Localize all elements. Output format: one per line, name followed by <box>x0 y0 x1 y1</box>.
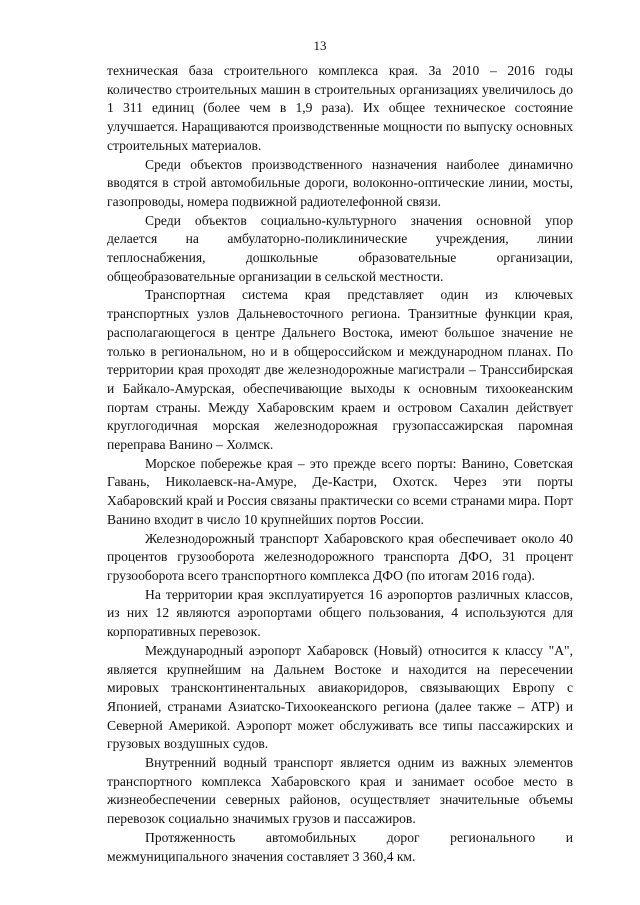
paragraph-khabarovsk-airport: Международный аэропорт Хабаровск (Новый) относится к классу "А", является крупнейшим на Дальнем Востоке и находится на пересечении мировых трансконтинентальных авиакоридоров, связывающих Европу с Японией, странами Азиатско-Тихоокеанского региона (далее также – АТР) и Северной Америкой. Аэропорт может обслуживать все типы пассажирских и грузовых воздушных судов. <box>107 642 573 752</box>
paragraph-railway-transport: Железнодорожный транспорт Хабаровского края обеспечивает около 40 процентов грузооборота железнодорожного транспорта ДФО, 31 процент грузооборота всего транспортного комплекса ДФО (по итогам 2016 года). <box>107 530 573 583</box>
paragraph-airports: На территории края эксплуатируется 16 аэропортов различных классов, из них 12 являются аэропортами общего пользования, 4 используются для корпоративных перевозок. <box>107 586 573 640</box>
document-body <box>107 62 573 866</box>
paragraph-construction-machinery: техническая база строительного комплекса края. За 2010 – 2016 годы количество строительных машин в строительных организациях увеличилось до 1 311 единиц (более чем в 1,9 раза). Их общее техническое состояние улучшается. Наращиваются производственные мощности по выпуску основных строительных материалов. <box>107 63 573 153</box>
paragraph-production-facilities: Среди объектов производственного назначения наиболее динамично вводятся в строй автомобильные дороги, волоконно-оптические линии, мосты, газопроводы, номера подвижной радиотелефонной связи. <box>107 156 573 209</box>
paragraph-water-transport: Внутренний водный транспорт является одним из важных элементов транспортного комплекса Хабаровского края и занимает особое место в жизнеобеспечении северных районов, осуществляет значительные объемы перевозок социально значимых грузов и пассажиров. <box>107 755 573 827</box>
page-number: 13 <box>313 38 327 53</box>
paragraph-social-facilities: Среди объектов социально-культурного значения основной упор делается на амбулаторно-поликлинические учреждения, линии теплоснабжения, дошкольные образовательные организации, общеобразовательные организации в сельской местности. <box>107 212 573 284</box>
paragraph-transport-system: Транспортная система края представляет один из ключевых транспортных узлов Дальневосточного региона. Транзитные функции края, располагающегося в центре Дальнего Востока, имеют большое значение не только в региональном, но и в общероссийском и международном планах. По территории края проходят две железнодорожные магистрали – Транссибирская и Байкало-Амурская, обеспечивающие выходы к основным тихоокеанским портам страны. Между Хабаровским краем и островом Сахалин действует круглогодичная морская железнодорожная грузопассажирская паромная переправа Ванино – Холмск. <box>107 287 573 453</box>
paragraph-sea-ports: Морское побережье края – это прежде всего порты: Ванино, Советская Гавань, Николаевск-на-Амуре, Де-Кастри, Охотск. Через эти порты Хабаровский край и Россия связаны практически со всеми странами мира. Порт Ванино входит в число 10 крупнейших портов России. <box>107 455 573 527</box>
paragraph-road-length: Протяженность автомобильных дорог регионального и межмуниципального значения составляет 3 360,4 км. <box>107 829 573 864</box>
